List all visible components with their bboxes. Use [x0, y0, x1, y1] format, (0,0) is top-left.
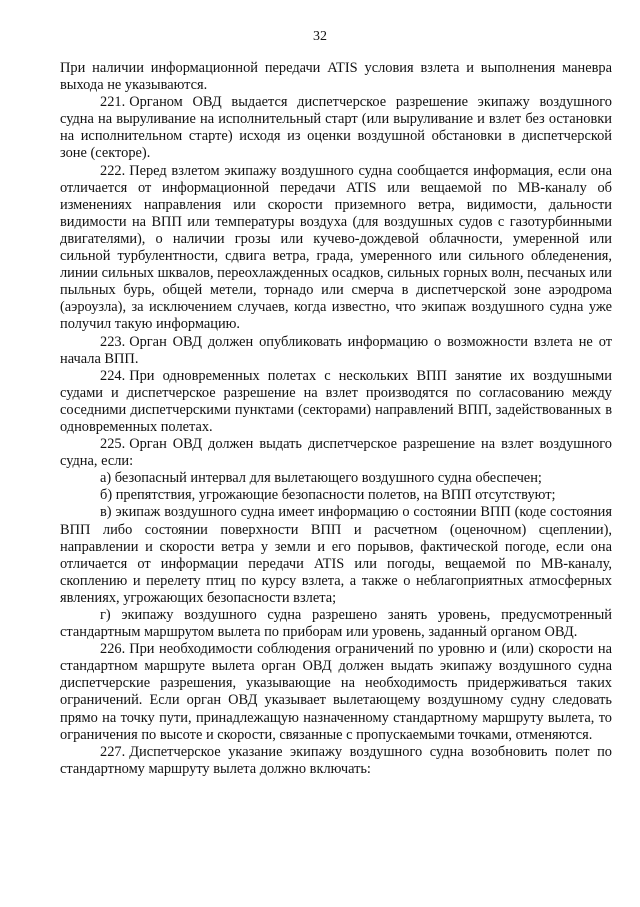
paragraph	[60, 163, 612, 334]
paragraph-text: а) безопасный интервал для вылетающего воздушного судна обеспечен;	[100, 470, 542, 487]
paragraph	[60, 470, 612, 487]
paragraph-number: 221.	[100, 94, 126, 111]
document-body	[60, 60, 612, 778]
paragraph	[60, 94, 612, 162]
paragraph	[60, 368, 612, 436]
paragraph-number: 223.	[100, 333, 126, 350]
paragraph-text: Диспетчерское указание экипажу воздушного судна возобновить полет по стандартному маршруту вылета должно включать:	[60, 743, 612, 777]
page-number: 32	[313, 29, 327, 44]
paragraph-text: в) экипаж воздушного судна имеет информацию о состоянии ВПП (коде состояния ВПП либо состоянии поверхности ВПП и расчетном (оценочном) сцеплении), направлении и скорости ветра у земли и его порывов, фактической погоде, если она отличается от информации передачи ATIS или погоды, вещаемой по МВ-каналу, скоплению и перелету птиц по курсу взлета, а также о неблагоприятных атмосферных явлениях, угрожающих безопасности взлета;	[60, 504, 612, 606]
paragraph-text: Орган ОВД должен выдать диспетчерское разрешение на взлет воздушного судна, если:	[60, 436, 612, 470]
paragraph	[60, 607, 612, 641]
paragraph-number: 225.	[100, 436, 126, 453]
paragraph-text: При наличии информационной передачи ATIS условия взлета и выполнения маневра выхода не указываются.	[60, 60, 612, 94]
paragraph	[60, 436, 612, 470]
paragraph	[60, 487, 612, 504]
paragraph-number: 224.	[100, 367, 126, 384]
paragraph-text: Перед взлетом экипажу воздушного судна сообщается информация, если она отличается от информационной передачи ATIS или вещаемой по МВ-каналу об изменениях направления или скорости приземного ветра, видимости, дальности видимости на ВПП или температуры воздуха (для воздушных судов с газотурбинными двигателями), о наличии грозы или кучево-дождевой облачности, умеренной или сильной турбулентности, сдвига ветра, града, умеренного или сильного обледенения, линии сильных шквалов, переохлажденных осадков, сильных горных волн, песчаных или пыльных бурь, общей метели, торнадо или смерча в диспетчерской зоне аэродрома (аэроузла), за исключением случаев, когда известно, что экипаж воздушного судна уже получил такую информацию.	[60, 162, 612, 333]
paragraph-number: 222.	[100, 162, 126, 179]
paragraph	[60, 60, 612, 94]
paragraph-text: Органом ОВД выдается диспетчерское разрешение экипажу воздушного судна на выруливание на исполнительный старт (или выруливание и взлет без остановки на исполнительном старте) исходя из оценки воздушной обстановки в диспетчерской зоне (секторе).	[60, 94, 612, 162]
paragraph	[60, 334, 612, 368]
paragraph-number: 226.	[100, 641, 126, 658]
paragraph-text: б) препятствия, угрожающие безопасности полетов, на ВПП отсутствуют;	[100, 487, 556, 504]
paragraph-text: При одновременных полетах с нескольких ВПП занятие их воздушными судами и диспетчерское разрешение на взлет производятся по согласованию между соседними диспетчерскими пунктами (секторами) направлений ВПП, задействованных в одновременных полетах.	[60, 367, 612, 435]
paragraph	[60, 641, 612, 744]
paragraph-text: г) экипажу воздушного судна разрешено занять уровень, предусмотренный стандартным маршрутом вылета по приборам или уровень, заданный органом ОВД.	[60, 607, 612, 641]
paragraph	[60, 744, 612, 778]
paragraph-number: 227.	[100, 743, 126, 760]
paragraph	[60, 504, 612, 607]
paragraph-text: Орган ОВД должен опубликовать информацию о возможности взлета не от начала ВПП.	[60, 333, 612, 367]
paragraph-text: При необходимости соблюдения ограничений по уровню и (или) скорости на стандартном маршруте вылета орган ОВД должен выдать экипажу воздушного судна диспетчерские разрешения, указывающие на необходимость придерживаться таких ограничений. Если орган ОВД указывает вылетающему воздушному судну следовать прямо на точку пути, принадлежащую назначенному стандартному маршруту вылета, то ограничения по высоте и скорости, связанные с пропускаемыми точками, отменяются.	[60, 641, 612, 743]
